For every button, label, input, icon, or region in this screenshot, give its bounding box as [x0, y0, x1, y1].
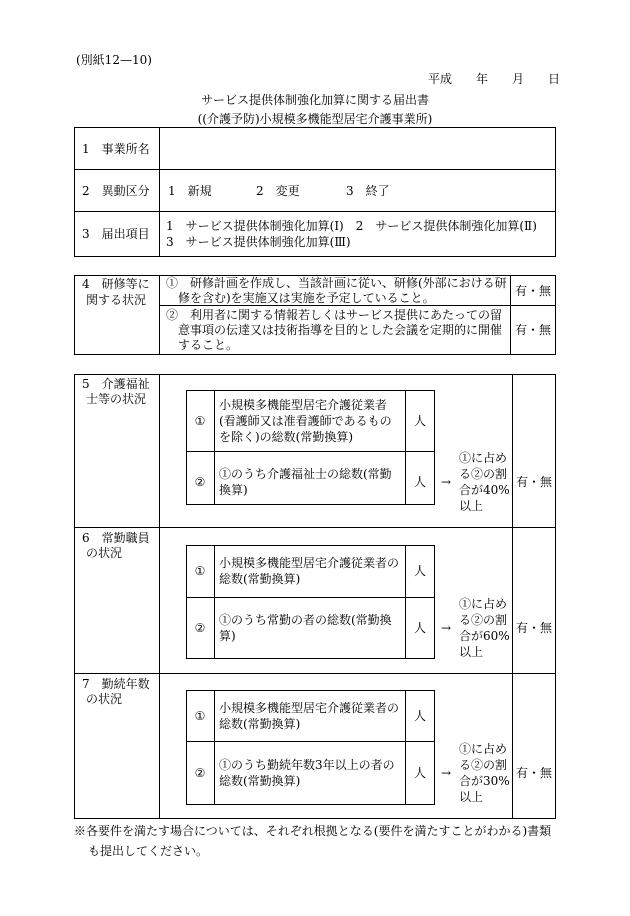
section-6-ratio-line-3: 合が60% — [459, 629, 510, 643]
section-6-label-line-1: 6 常勤職員 — [82, 531, 150, 545]
section-5-label-line-2: 士等の状況 — [86, 392, 147, 406]
training-label-line-2: 関する状況 — [86, 293, 147, 307]
notification-item-line-2[interactable]: 3 サービス提供体制強化加算(Ⅲ) — [166, 235, 351, 249]
section-7-row-2-number: ② — [194, 766, 206, 780]
training-item-1-answer[interactable]: 有・無 — [514, 284, 551, 298]
training-item-2-line-1: ② 利用者に関する情報若しくはサービス提供にあたっての留 — [166, 308, 503, 322]
section-5-ratio-line-2: る②の割 — [459, 467, 508, 481]
section-5-row-1-text: 小規模多機能型居宅介護従業者(看護師又は准看護師であるものを除く)の総数(常勤換算) — [219, 398, 392, 444]
section-7-arrow: → — [441, 766, 452, 780]
footer-note-line-2: も提出してください。 — [88, 844, 209, 858]
section-6-ratio-line-1: ①に占め — [459, 597, 508, 611]
training-item-2-line-3: すること。 — [178, 338, 239, 352]
title-line-2: ((介護予防)小規模多機能型居宅介護事業所) — [197, 112, 433, 126]
section-5-arrow: → — [441, 475, 452, 489]
section-5-row-1-unit: 人 — [413, 414, 426, 428]
section-5-ratio-line-3: 合が40% — [459, 483, 510, 497]
section-6-label-line-2: の状況 — [86, 546, 123, 560]
section-7-label-line-1: 7 勤続年数 — [82, 677, 150, 691]
change-type-label: 2 異動区分 — [82, 184, 150, 198]
section-5-answer[interactable]: 有・無 — [515, 475, 552, 489]
section-6-row-1-unit: 人 — [413, 564, 426, 578]
office-name-label: 1 事業所名 — [82, 142, 150, 156]
date-line: 平成 年 月 日 — [428, 72, 561, 86]
section-7-ratio-line-4: 以上 — [459, 790, 484, 804]
section-7-row-1-number: ① — [194, 709, 206, 723]
footer-note-line-1: ※各要件を満たす場合については、それぞれ根拠となる(要件を満たすことがわかる)書類 — [74, 824, 552, 838]
training-item-1-line-2: 修を含む)を実施又は実施を予定していること。 — [178, 291, 435, 305]
section-5-ratio-line-4: 以上 — [459, 499, 484, 513]
training-label-line-1: 4 研修等に — [82, 277, 150, 291]
section-6-ratio-line-4: 以上 — [459, 645, 484, 659]
change-option-change[interactable]: 2 変更 — [256, 184, 300, 198]
section-7-row-1-unit: 人 — [413, 709, 426, 723]
section-7-row-2-unit[interactable]: 人 — [413, 766, 426, 780]
section-6-arrow: → — [441, 621, 452, 635]
section-6-row-2-text: ①のうち常勤の者の総数(常勤換算) — [219, 613, 392, 643]
section-7-ratio-line-3: 合が30% — [459, 774, 510, 788]
change-option-new[interactable]: 1 新規 — [168, 184, 212, 198]
section-6-row-1-text: 小規模多機能型居宅介護従業者の総数(常勤換算) — [219, 556, 400, 586]
title-line-1: サービス提供体制強化加算に関する届出書 — [200, 93, 429, 107]
section-6-answer[interactable]: 有・無 — [515, 621, 552, 635]
section-5-ratio-line-1: ①に占め — [459, 451, 508, 465]
section-7-answer[interactable]: 有・無 — [515, 766, 552, 780]
section-5-row-2-unit[interactable]: 人 — [413, 475, 426, 489]
training-item-2-line-2: 意事項の伝達又は技術指導を目的とした会議を定期的に開催 — [178, 323, 503, 337]
section-5-row-2-number: ② — [194, 475, 206, 489]
section-5-row-2-text: ①のうち介護福祉士の総数(常勤換算) — [219, 467, 392, 497]
section-6-ratio-line-2: る②の割 — [459, 613, 508, 627]
section-5-label-line-1: 5 介護福祉 — [82, 377, 150, 391]
notification-item-label: 3 届出項目 — [82, 227, 150, 241]
section-7-ratio-line-2: る②の割 — [459, 758, 508, 772]
section-6-row-2-number: ② — [194, 621, 206, 635]
section-7-row-1-text: 小規模多機能型居宅介護従業者の総数(常勤換算) — [219, 701, 400, 731]
section-6-row-1-number: ① — [194, 564, 206, 578]
training-item-2-answer[interactable]: 有・無 — [514, 323, 551, 337]
form-number: (別紙12—10) — [76, 53, 152, 67]
section-6-row-2-unit[interactable]: 人 — [413, 621, 426, 635]
training-item-1-line-1: ① 研修計画を作成し、当該計画に従い、研修(外部における研 — [166, 276, 507, 290]
section-7-row-2-text: ①のうち勤続年数3年以上の者の総数(常勤換算) — [219, 758, 395, 788]
section-5-row-1-number: ① — [194, 414, 206, 428]
notification-item-line-1[interactable]: 1 サービス提供体制強化加算(Ⅰ) 2 サービス提供体制強化加算(Ⅱ) — [166, 219, 537, 233]
section-7-label-line-2: の状況 — [86, 692, 123, 706]
change-option-end[interactable]: 3 終了 — [346, 184, 390, 198]
section-7-ratio-line-1: ①に占め — [459, 742, 508, 756]
